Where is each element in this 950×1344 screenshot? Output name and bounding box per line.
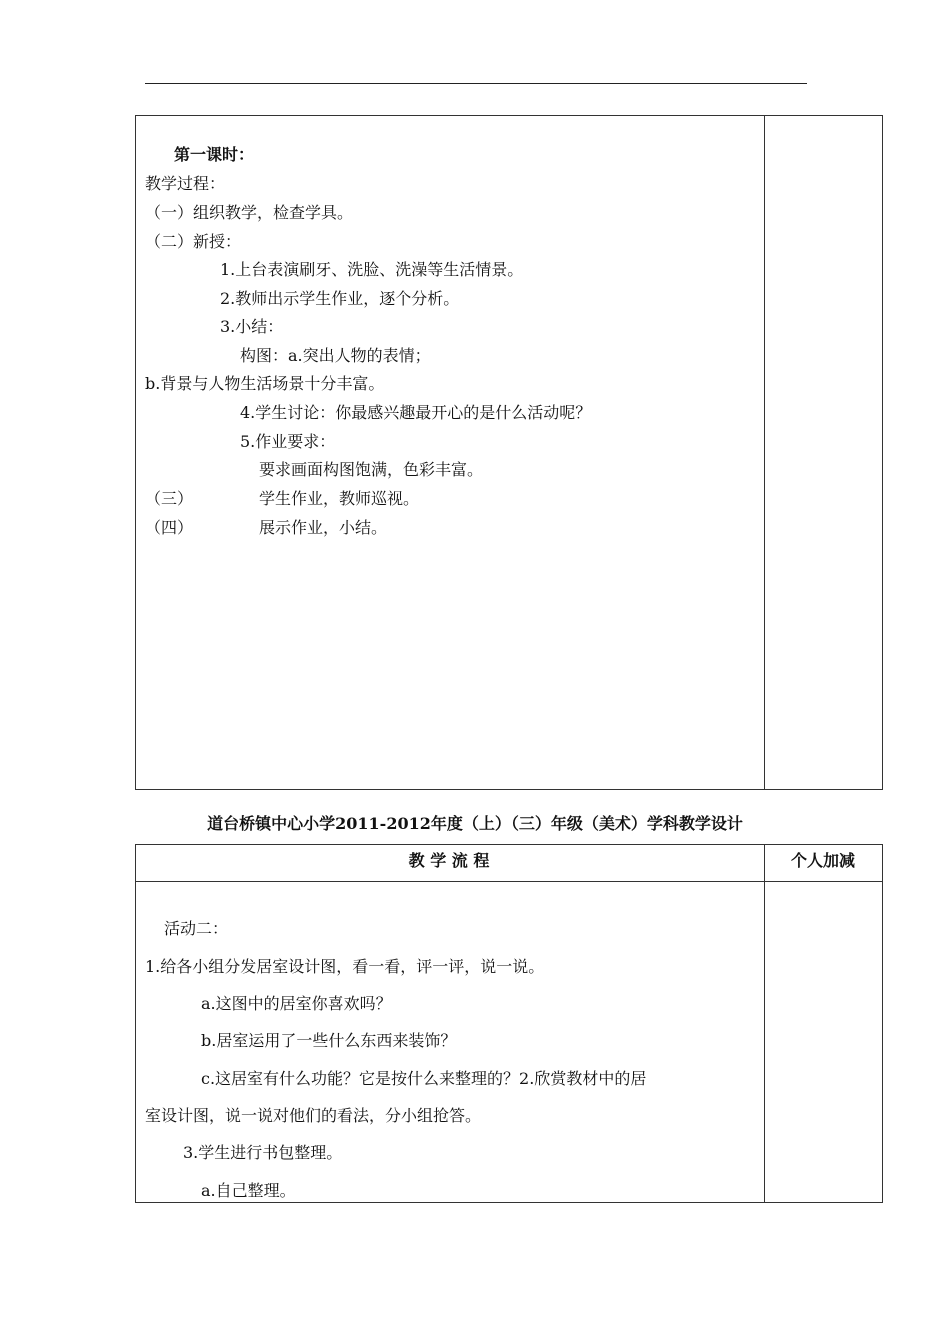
lesson-line: b.背景与人物生活场景十分丰富。 xyxy=(145,374,385,393)
step-text: 展示作业，小结。 xyxy=(259,518,388,537)
lesson-line: 教学过程： xyxy=(145,174,226,193)
document-title: 道台桥镇中心小学2011-2012年度（上）（三）年级（美术）学科教学设计 xyxy=(207,814,743,833)
lesson-line: 1.上台表演刷牙、洗脸、洗澡等生活情景。 xyxy=(220,260,524,279)
header-rule xyxy=(145,83,807,84)
adjust-column-header: 个人加减 xyxy=(790,851,855,870)
activity-line: b.居室运用了一些什么东西来装饰？ xyxy=(201,1031,457,1050)
activity-line: 室设计图，说一说对他们的看法，分小组抢答。 xyxy=(145,1106,482,1125)
lesson-line: 5.作业要求： xyxy=(240,432,336,451)
lesson-line: 构图：a.突出人物的表情； xyxy=(240,346,431,365)
step-label: （四） xyxy=(145,518,194,537)
lesson-line: 2.教师出示学生作业，逐个分析。 xyxy=(220,289,460,308)
lesson-line: 要求画面构图饱满，色彩丰富。 xyxy=(259,460,484,479)
activity-line: 活动二： xyxy=(164,919,229,938)
lesson-line: （一）组织教学，检查学具。 xyxy=(145,203,354,222)
lesson-line: 4.学生讨论：你最感兴趣最开心的是什么活动呢？ xyxy=(240,403,592,422)
lesson-line: （二）新授： xyxy=(145,232,242,251)
flow-column-header: 教 学 流 程 xyxy=(408,851,490,870)
header-divider xyxy=(136,881,882,882)
lesson-heading: 第一课时： xyxy=(174,145,255,164)
column-divider xyxy=(764,845,765,1202)
activity-line: a.这图中的居室你喜欢吗？ xyxy=(201,994,392,1013)
step-text: 学生作业，教师巡视。 xyxy=(259,489,420,508)
lesson-line: 3.小结： xyxy=(220,317,284,336)
activity-line: 1.给各小组分发居室设计图，看一看，评一评，说一说。 xyxy=(145,957,545,976)
column-divider xyxy=(764,116,765,789)
activity-line: a.自己整理。 xyxy=(201,1181,296,1200)
activity-line: 3.学生进行书包整理。 xyxy=(183,1143,343,1162)
activity-line: c.这居室有什么功能？它是按什么来整理的？2.欣赏教材中的居 xyxy=(201,1069,647,1088)
step-label: （三） xyxy=(145,489,194,508)
